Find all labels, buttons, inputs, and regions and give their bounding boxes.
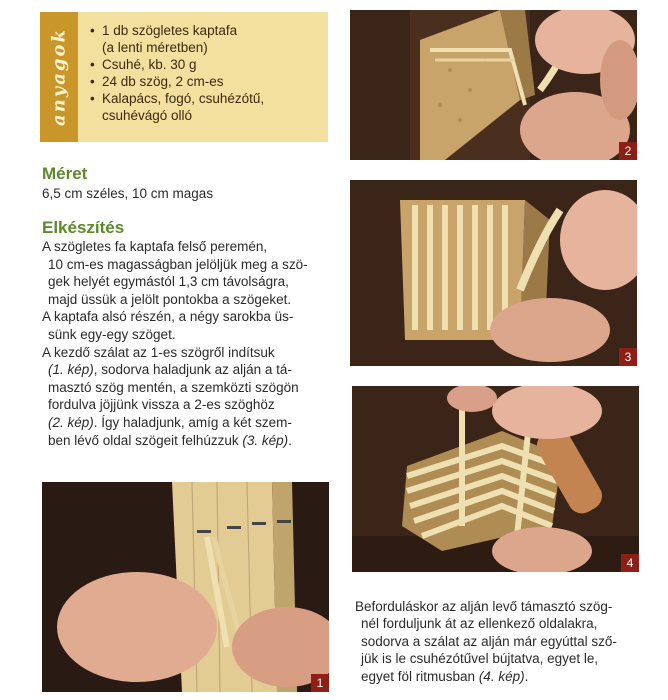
materials-side-label: anyagok xyxy=(40,12,78,142)
size-heading: Méret xyxy=(42,164,88,183)
photo-number: 3 xyxy=(619,348,637,366)
instruction-line: sünk egy-egy szöget. xyxy=(48,326,176,342)
photo-number: 1 xyxy=(311,674,329,692)
caption-line: jük is le csuhézótűvel bújtatva, egyet le, xyxy=(361,651,599,667)
photo-1 xyxy=(42,482,329,692)
instruction-line: majd üssük a jelölt pontokba a szögeket. xyxy=(48,291,292,307)
caption-line: Beforduláskor az alján levő támasztó szög- xyxy=(355,599,613,614)
instructions-text xyxy=(42,238,332,449)
instruction-line: (1. kép), sodorva haladjunk az alján a tá- xyxy=(48,362,292,378)
instruction-line: 10 cm-es magasságban jelöljük meg a szö- xyxy=(48,256,308,272)
instruction-line: fordulva jöjjünk vissza a 2-es szöghöz xyxy=(48,397,275,413)
photo-3 xyxy=(350,180,637,366)
materials-item: csuhévágó olló xyxy=(102,108,193,123)
instruction-line: gek helyét egymástól 1,3 cm távolságra, xyxy=(48,274,289,290)
materials-item: • 1 db szögletes kaptafa xyxy=(90,22,264,39)
photo-4 xyxy=(352,386,639,572)
caption-line: nél forduljunk át az ellenkező oldalakra, xyxy=(361,616,598,632)
photo-number: 4 xyxy=(621,554,639,572)
instruction-line: A szögletes fa kaptafa felső peremén, xyxy=(42,239,268,254)
caption-line: egyet föl ritmusban (4. kép). xyxy=(361,668,529,684)
photo-2 xyxy=(350,10,637,160)
instruction-line: ben lévő oldal szögeit felhúzzuk (3. kép). xyxy=(48,432,292,448)
materials-item: • Csuhé, kb. 30 g xyxy=(90,56,264,73)
caption-line: sodorva a szálat az alján már egyúttal sző- xyxy=(361,633,617,649)
materials-list xyxy=(90,22,264,124)
instruction-line: A kaptafa alsó részén, a négy sarokba üs- xyxy=(42,309,294,325)
materials-box xyxy=(40,12,328,142)
instruction-line: (2. kép). Így haladjunk, amíg a két szem- xyxy=(48,414,292,430)
materials-item: (a lenti méretben) xyxy=(102,40,208,55)
instructions-heading: Elkészítés xyxy=(42,218,125,237)
materials-item: • 24 db szög, 2 cm-es xyxy=(90,73,264,90)
instruction-line: A kezdő szálat az 1-es szögről indítsuk xyxy=(42,344,275,360)
photo-number: 2 xyxy=(619,142,637,160)
materials-item: • Kalapács, fogó, csuhézótű, xyxy=(90,90,264,107)
size-text: 6,5 cm széles, 10 cm magas xyxy=(42,186,214,201)
caption-text xyxy=(355,598,645,685)
instruction-line: masztó szög mentén, a szemközti szögön xyxy=(48,379,299,395)
